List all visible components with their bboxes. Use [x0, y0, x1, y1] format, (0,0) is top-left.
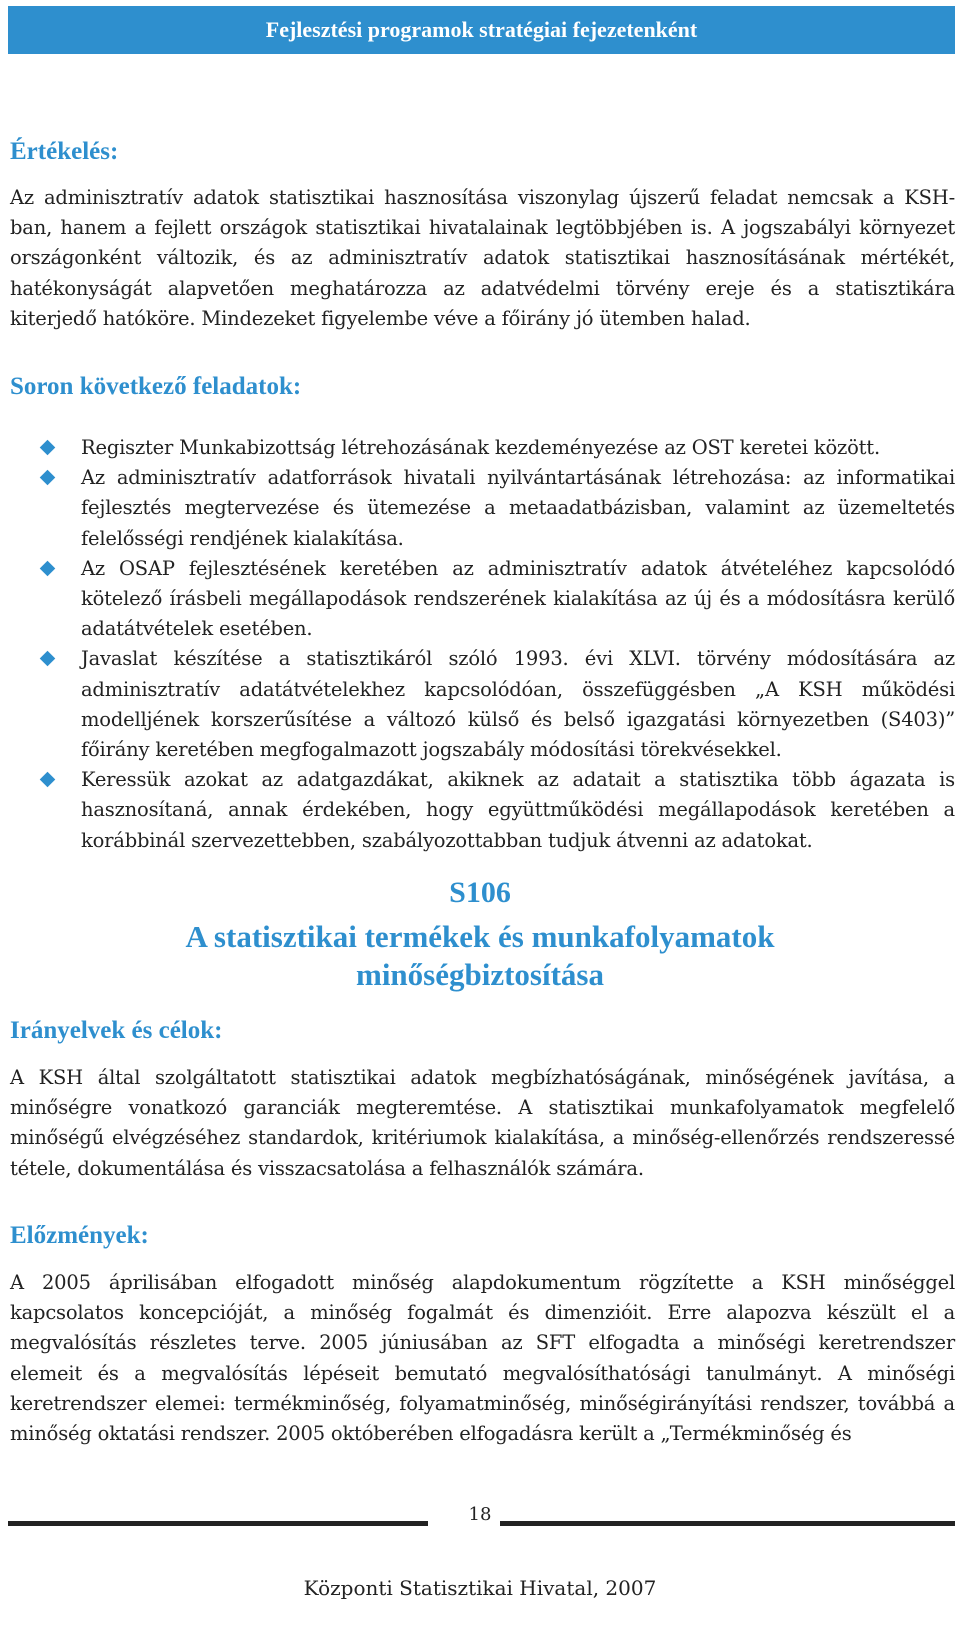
elozmenyek-heading: Előzmények: [10, 1222, 149, 1249]
list-item [10, 463, 955, 554]
iranyelvek-heading: Irányelvek és célok: [10, 1017, 223, 1044]
section-title [0, 918, 960, 994]
iranyelvek-paragraph: A KSH által szolgáltatott statisztikai adatok megbízhatóságának, minőségének javítása, a minőségre vonatkozó garanciák megteremtése. A statisztikai munkafolyamatok megfelelő minőségű elvégzéséhez standardok, kritériumok kialakítása, a minőség-ellenőrzés rendszeressé tétele, dokumentálása és visszacsatolása a felhasználók számára. [10, 1066, 955, 1180]
list-item-text: Regiszter Munkabizottság létrehozásának kezdeményezése az OST keretei között. [81, 436, 880, 459]
diamond-bullet-icon [40, 440, 56, 456]
list-item [10, 554, 955, 645]
diamond-bullet-icon [40, 772, 56, 788]
chapter-header-title: Fejlesztési programok stratégiai fejezetenként [265, 17, 698, 42]
diamond-bullet-icon [40, 470, 56, 486]
section-code: S106 [449, 876, 511, 909]
feladatok-heading: Soron következő feladatok: [10, 373, 302, 400]
list-item-text: Keressük azokat az adatgazdákat, akiknek az adatait a statisztika több ágazata is hasznosítaná, annak érdekében, hogy együttműködési megállapodások keretében a korábbinál szervezettebben, szabályozottabban tudjuk átvenni az adatokat. [81, 768, 955, 852]
ertekeles-heading: Értékelés: [10, 138, 119, 165]
list-item [10, 765, 955, 856]
elozmenyek-paragraph: A 2005 áprilisában elfogadott minőség alapdokumentum rögzítette a KSH minőséggel kapcsolatos koncepcióját, a minőség fogalmát és dimenzióit. Erre alapozva készült el a megvalósítás részletes terve. 2005 júniusában az SFT elfogadta a minőségi keretrendszer elemeit és a megvalósítás lépéseit bemutató megvalósíthatósági tanulmányt. A minőségi keretrendszer elemei: termékminőség, folyamatminőség, minőségirányítási rendszer, továbbá a minőség oktatási rendszer. 2005 októberében elfogadásra került a „Termékminőség és [10, 1271, 955, 1446]
diamond-bullet-icon [40, 561, 56, 577]
feladatok-list [10, 433, 955, 856]
section-title-line-2: minőségbiztosítása [356, 957, 604, 992]
page-number: 18 [468, 1504, 492, 1525]
diamond-bullet-icon [40, 651, 56, 667]
list-item-text: Javaslat készítése a statisztikáról szóló 1993. évi XLVI. törvény módosítására az adminisztratív adatátvételekhez kapcsolódóan, összefüggésben „A KSH működési modelljének korszerűsítése a változó külső és belső igazgatási környezetben (S403)” főirány keretében megfogalmazott jogszabály módosítási törekvésekkel. [81, 647, 955, 762]
footer-organization: Központi Statisztikai Hivatal, 2007 [303, 1576, 657, 1600]
ertekeles-paragraph: Az adminisztratív adatok statisztikai hasznosítása viszonylag újszerű feladat nemcsak a KSH-ban, hanem a fejlett országok statisztikai hivatalainak legtöbbjében is. A jogszabályi környezet országonként változik, és az adminisztratív adatok statisztikai hasznosításának mértékét, hatékonyságát alapvetően meghatározza az adatvédelmi törvény ereje és a statisztikára kiterjedő hatóköre. Mindezeket figyelembe véve a főirány jó ütemben halad. [10, 186, 955, 330]
list-item-text: Az adminisztratív adatforrások hivatali nyilvántartásának létrehozása: az informatikai fejlesztés megtervezése és ütemezése a metaadatbázisban, valamint az üzemeltetés felelősségi rendjének kialakítása. [81, 466, 955, 550]
list-item-text: Az OSAP fejlesztésének keretében az adminisztratív adatok átvételéhez kapcsolódó kötelező írásbeli megállapodások rendszerének kialakítása az új és a módosításra kerülő adatátvételek esetében. [81, 556, 955, 641]
chapter-header-bar [8, 6, 955, 54]
list-item [10, 433, 955, 463]
section-title-line-1: A statisztikai termékek és munkafolyamatok [185, 919, 775, 954]
list-item [10, 644, 955, 765]
